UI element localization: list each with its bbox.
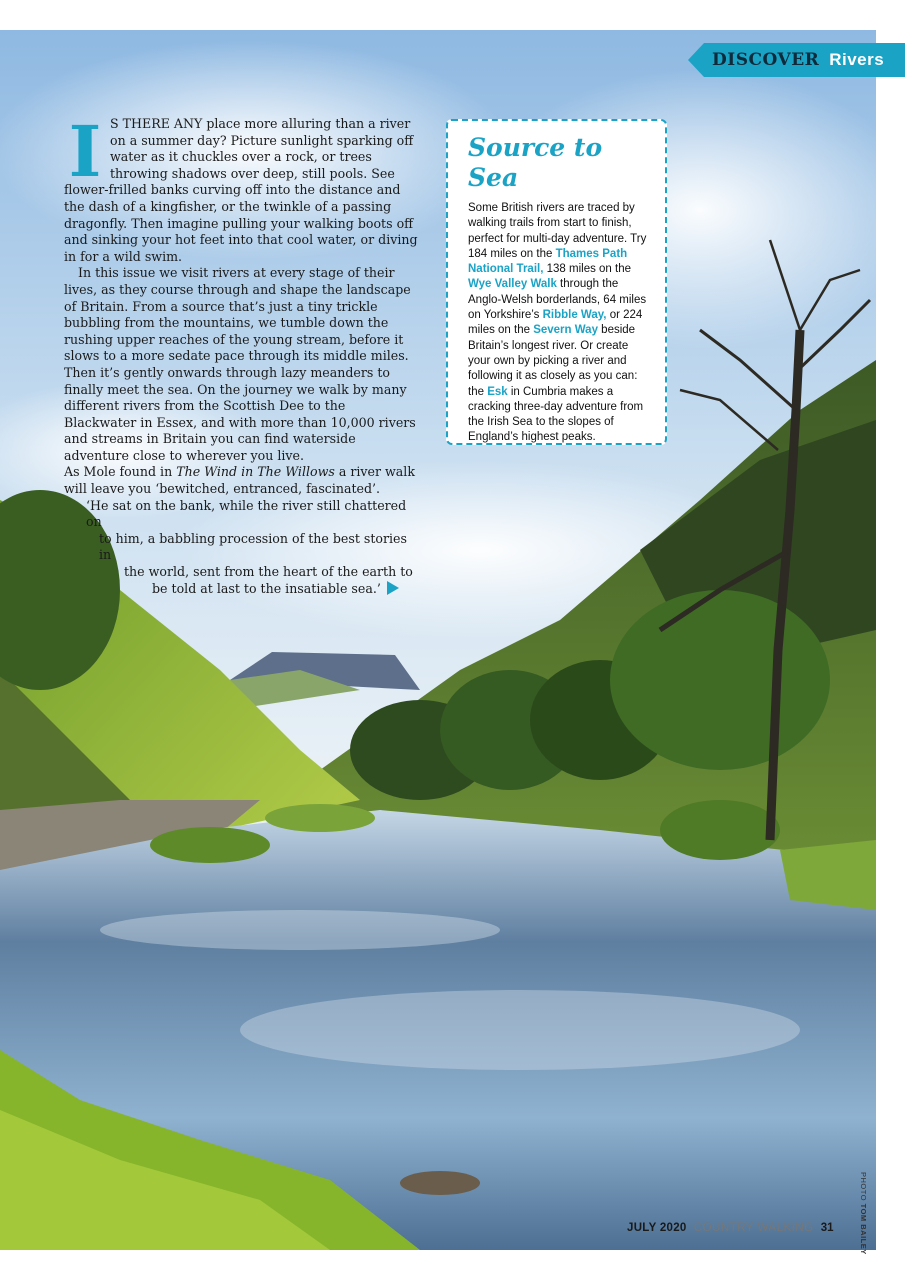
quote-line: ‘He sat on the bank, while the river still chattered on <box>86 497 407 530</box>
quote-line: to him, a babbling procession of the best stories in <box>99 530 407 563</box>
magazine-name: COUNTRY WALKING <box>693 1222 814 1234</box>
section-tab <box>688 43 905 77</box>
quote-line: the world, sent from the heart of the earth to <box>124 564 413 580</box>
trail-severn-way: Severn Way <box>533 324 598 337</box>
issue-date: JULY 2020 <box>627 1222 687 1234</box>
section-topic: Rivers <box>829 50 885 69</box>
credit-label: PHOTO <box>859 1172 868 1202</box>
sidebar-text: beside Britain’s longest river. Or create your own by picking a river and following it as closely as you can: the <box>468 324 638 398</box>
dropcap-letter: I <box>68 120 102 178</box>
quote-line-last <box>152 581 420 598</box>
book-title: The Wind in The Willows <box>176 464 335 480</box>
article-body <box>64 116 420 597</box>
page-number: 31 <box>820 1222 834 1234</box>
credit-name: TOM BAILEY <box>859 1203 868 1255</box>
photo-credit <box>859 1172 868 1255</box>
dropcap <box>64 120 106 178</box>
sidebar-text: Some British rivers are traced by walking trails from start to finish, perfect for multi-day adventure. Try 184 miles on the <box>468 202 647 260</box>
closing-quote <box>64 498 420 598</box>
sidebar-text: 138 miles on the <box>543 263 632 276</box>
article-paragraph-3 <box>64 464 420 497</box>
source-to-sea-box <box>446 119 667 445</box>
end-arrow-icon <box>387 581 399 595</box>
quote-line: be told at last to the insatiable sea.’ <box>152 580 381 596</box>
sidebar-title: Source to Sea <box>468 133 603 192</box>
trail-ribble-way: Ribble Way, <box>542 309 607 322</box>
article-paragraph-2: In this issue we visit rivers at every stage of their lives, as they course through and shape the landscape of Britain. From a source that’s just a tiny trickle bubbling from the mountains, we tumble down the rushing upper reaches of the young stream, before it slows to a more sedate pace through its middle miles. Then it’s gently onwards through lazy meanders to finally meet the sea. On the journey we walk by many different rivers from the Scottish Dee to the Blackwater in Essex, and with more than 10,000 rivers and streams in Britain you can find waterside adventure close to wherever you live. <box>64 265 416 463</box>
p3-tail: a river walk will leave you ‘bewitched, entranced, fascinated’. <box>64 464 415 497</box>
sidebar-text: through the Anglo-Welsh borderlands, 64 miles on Yorkshire’s <box>468 278 647 322</box>
section-kicker: DISCOVER <box>712 50 820 70</box>
article-paragraph-1: S THERE ANY place more alluring than a river on a summer day? Picture sunlight sparking off water as it chuckles over a rock, or trees throwing shadows over deep, still pools. See flower-frilled banks curving off into the distance and the dash of a kingfisher, or the twinkle of a passing dragonfly. Then imagine pulling your walking boots off and sinking your hot feet into that cool water, or diving in for a wild swim. <box>64 116 418 264</box>
river-esk: Esk <box>487 385 508 398</box>
page-footer <box>627 1222 834 1234</box>
trail-wye-valley: Wye Valley Walk <box>468 278 557 291</box>
sidebar-text: or 224 miles on the <box>468 309 643 337</box>
sidebar-text: in Cumbria makes a cracking three-day adventure from the Irish Sea to the slopes of England’s highest peaks. <box>468 385 644 444</box>
p3-lead: As Mole found in <box>64 464 177 480</box>
trail-thames-path: Thames Path National Trail, <box>468 247 628 276</box>
sidebar-body <box>468 201 651 446</box>
